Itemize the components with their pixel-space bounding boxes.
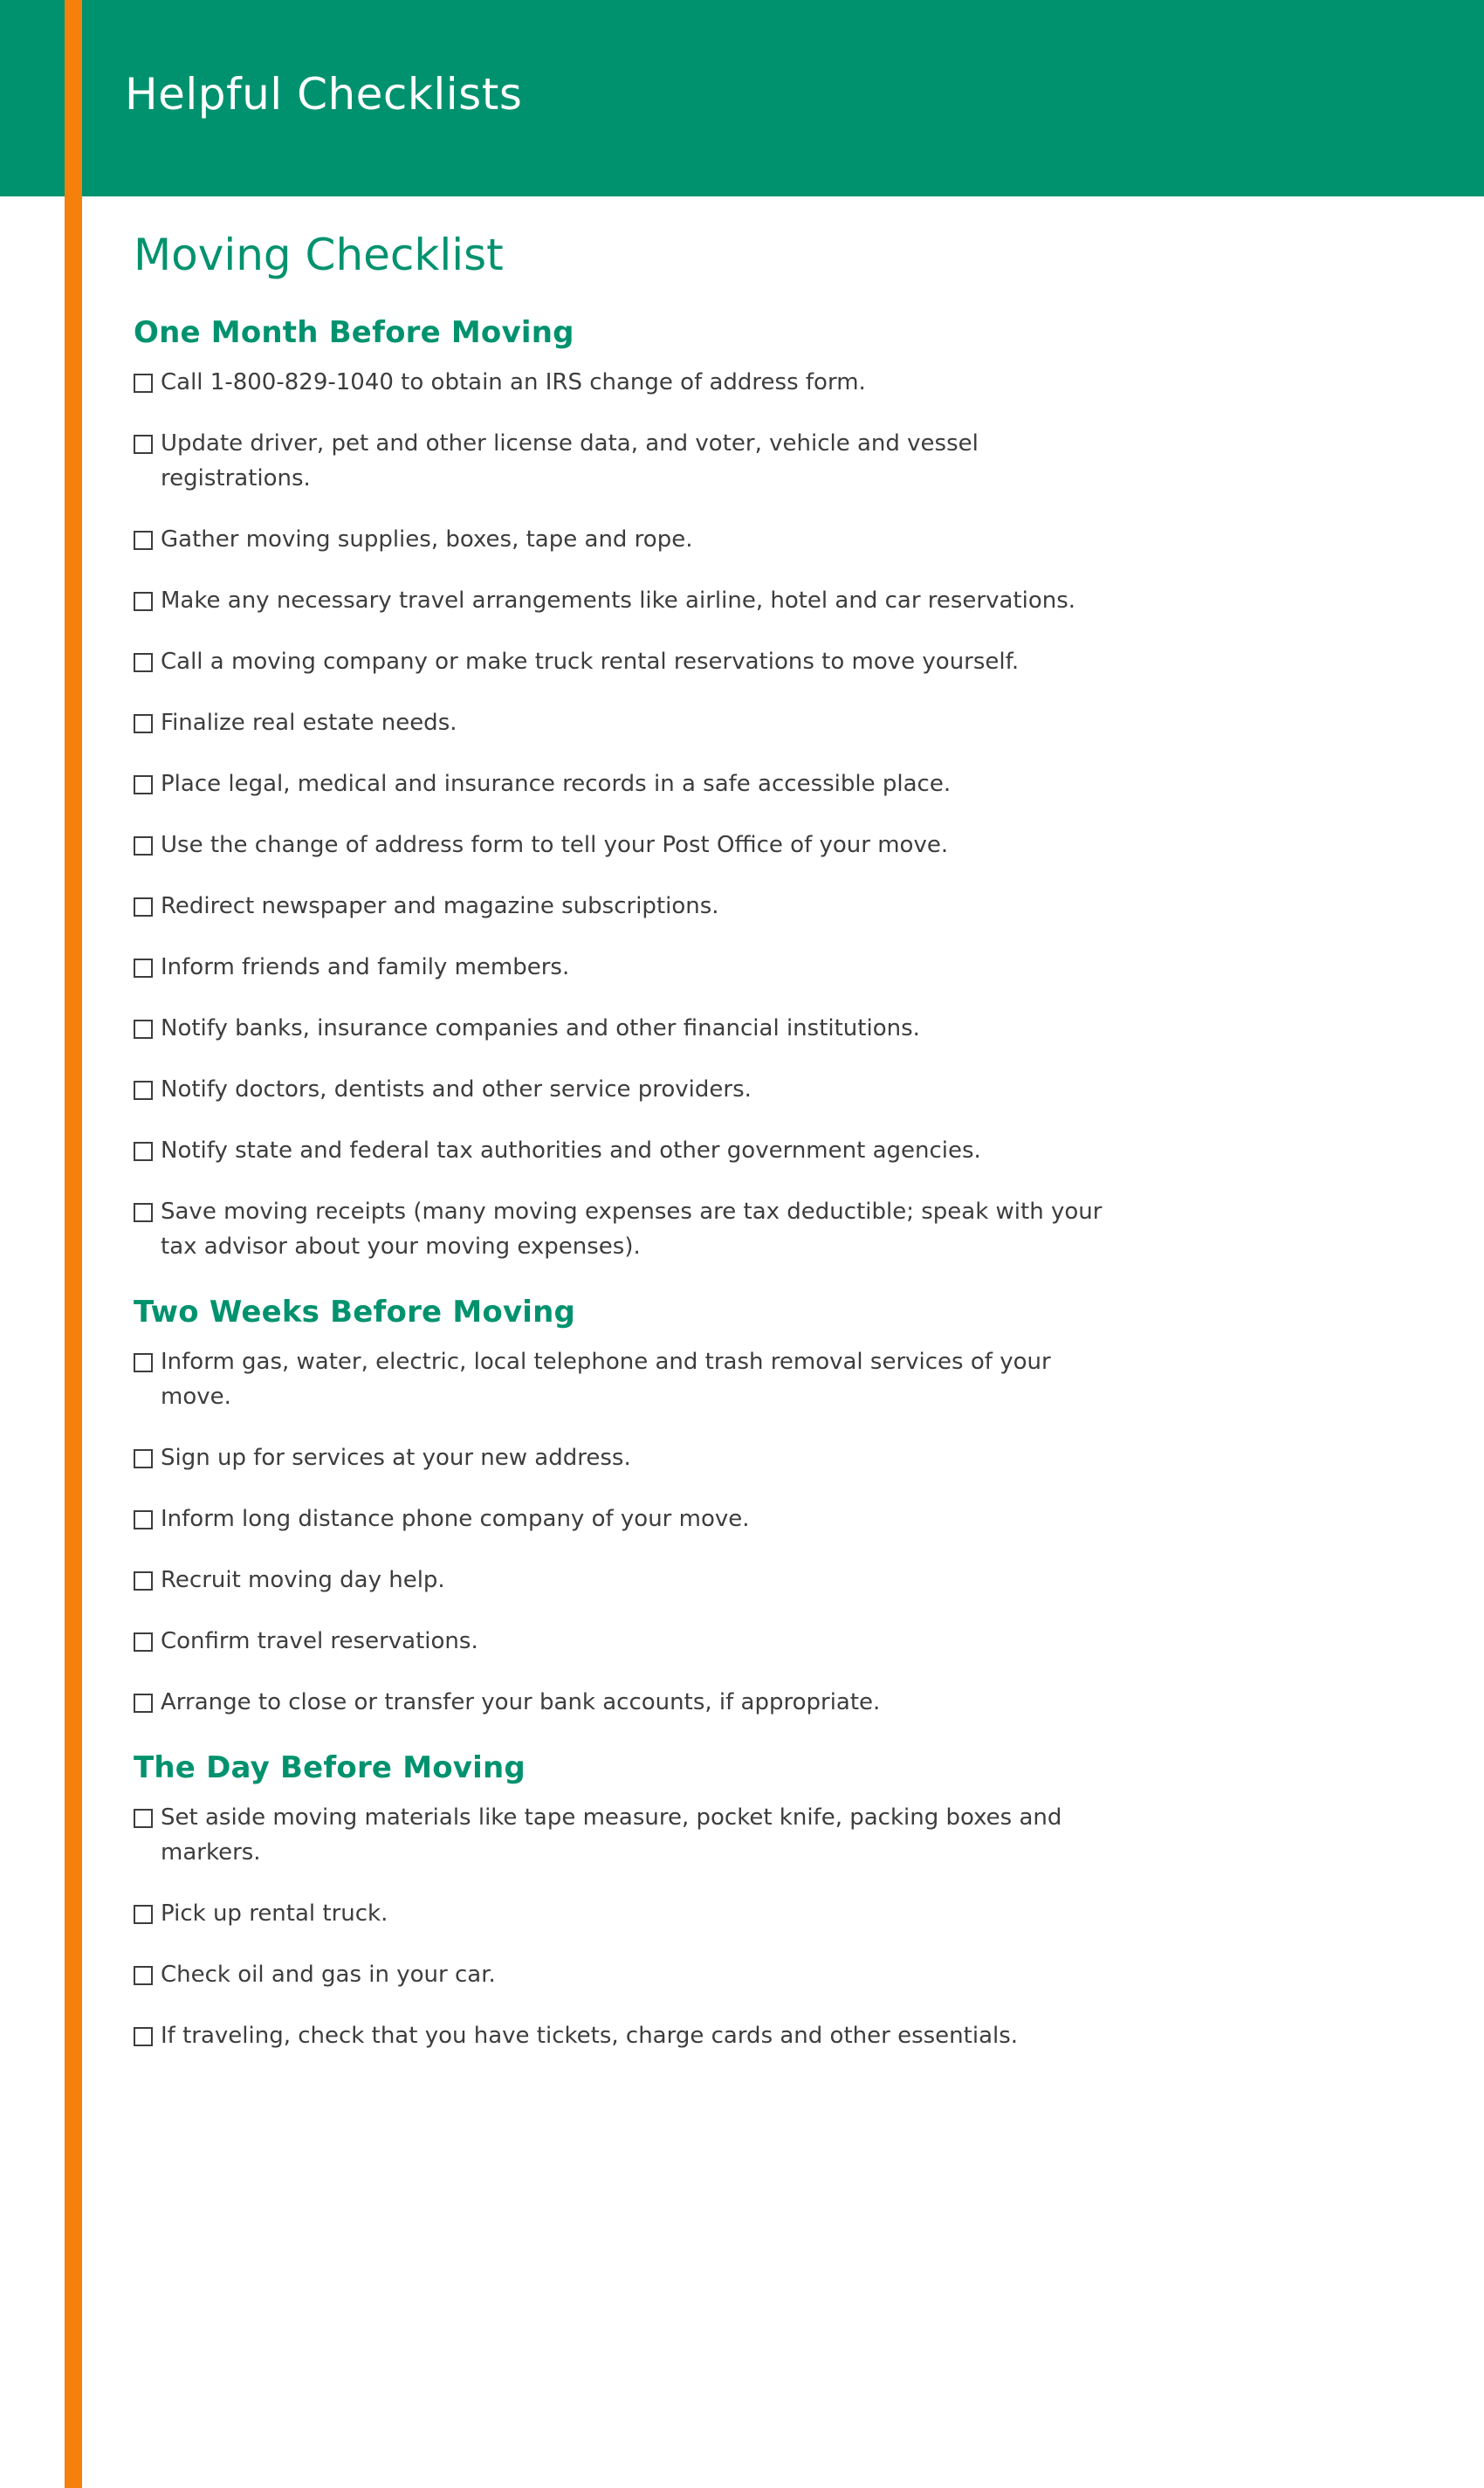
empty-checkbox-icon[interactable] <box>134 1020 153 1039</box>
checklist-item-text: Use the change of address form to tell your Post Office of your move. <box>161 832 949 858</box>
checklist-item <box>134 828 1120 863</box>
checklist-item <box>134 766 1120 801</box>
header-band <box>0 0 1484 196</box>
checklist-item-text: Save moving receipts (many moving expenses are tax deductible; speak with your tax advisor about your moving expenses). <box>161 1199 1103 1260</box>
section-heading: The Day Before Moving <box>134 1750 526 1785</box>
empty-checkbox-icon[interactable] <box>134 592 153 611</box>
checklist-item <box>134 644 1120 679</box>
checklist-item-text: Confirm travel reservations. <box>161 1628 478 1654</box>
empty-checkbox-icon[interactable] <box>134 1571 153 1591</box>
checklist-item <box>134 1896 1120 1931</box>
checklist-item-text: Call a moving company or make truck rental reservations to move yourself. <box>161 649 1020 675</box>
empty-checkbox-icon[interactable] <box>134 1510 153 1529</box>
checklist <box>134 1800 1120 2053</box>
empty-checkbox-icon[interactable] <box>134 836 153 856</box>
checklist-item-text: Pick up rental truck. <box>161 1900 388 1927</box>
checklist-item-text: Recruit moving day help. <box>161 1567 445 1593</box>
empty-checkbox-icon[interactable] <box>134 653 153 672</box>
orange-accent-bar <box>65 0 82 2488</box>
section-one-month-before <box>134 311 1120 1264</box>
checklist-item-text: Gather moving supplies, boxes, tape and rope. <box>161 526 693 553</box>
empty-checkbox-icon[interactable] <box>134 775 153 794</box>
empty-checkbox-icon[interactable] <box>134 959 153 978</box>
checklist-item <box>134 2018 1120 2053</box>
empty-checkbox-icon[interactable] <box>134 1694 153 1713</box>
empty-checkbox-icon[interactable] <box>134 1809 153 1828</box>
empty-checkbox-icon[interactable] <box>134 1081 153 1100</box>
checklist-item-text: Set aside moving materials like tape measure, pocket knife, packing boxes and markers. <box>161 1804 1062 1866</box>
checklist-item-text: If traveling, check that you have tickets, charge cards and other essentials. <box>161 2023 1019 2049</box>
checklist-item-text: Inform gas, water, electric, local telephone and trash removal services of your move. <box>161 1349 1051 1410</box>
checklist-item <box>134 1563 1120 1598</box>
header-title: Helpful Checklists <box>125 69 523 120</box>
empty-checkbox-icon[interactable] <box>134 1449 153 1468</box>
checklist-item <box>134 1011 1120 1046</box>
checklist-item <box>134 426 1120 496</box>
checklist <box>134 1344 1120 1720</box>
checklist-item-text: Place legal, medical and insurance records in a safe accessible place. <box>161 771 952 797</box>
checklist-item-text: Make any necessary travel arrangements like airline, hotel and car reservations. <box>161 588 1076 614</box>
checklist-item-text: Update driver, pet and other license data, and voter, vehicle and vessel registrations. <box>161 430 979 491</box>
checklist-item-text: Notify state and federal tax authorities and other government agencies. <box>161 1137 981 1164</box>
checklist-item <box>134 705 1120 740</box>
checklist-item <box>134 950 1120 985</box>
empty-checkbox-icon[interactable] <box>134 435 153 454</box>
checklist <box>134 365 1120 1264</box>
empty-checkbox-icon[interactable] <box>134 1966 153 1985</box>
checklist-item <box>134 1685 1120 1720</box>
checklist-item-text: Notify banks, insurance companies and other financial institutions. <box>161 1015 920 1041</box>
checklist-item <box>134 1440 1120 1475</box>
checklist-item-text: Notify doctors, dentists and other service providers. <box>161 1076 752 1103</box>
empty-checkbox-icon[interactable] <box>134 1142 153 1161</box>
empty-checkbox-icon[interactable] <box>134 374 153 393</box>
checklist-item <box>134 1344 1120 1414</box>
checklist-item-text: Redirect newspaper and magazine subscriptions. <box>161 893 719 919</box>
empty-checkbox-icon[interactable] <box>134 2027 153 2046</box>
checklist-item-text: Inform friends and family members. <box>161 954 570 980</box>
section-heading: Two Weeks Before Moving <box>134 1295 576 1330</box>
checklist-item-text: Call 1-800-829-1040 to obtain an IRS change of address form. <box>161 369 866 395</box>
checklist-item <box>134 522 1120 557</box>
checklist-item-text: Inform long distance phone company of your move. <box>161 1506 750 1532</box>
checklist-item <box>134 1072 1120 1107</box>
empty-checkbox-icon[interactable] <box>134 1632 153 1652</box>
checklist-content <box>134 225 1120 2079</box>
checklist-item-text: Arrange to close or transfer your bank accounts, if appropriate. <box>161 1689 881 1715</box>
checklist-item <box>134 365 1120 400</box>
checklist-item-text: Sign up for services at your new address. <box>161 1445 631 1471</box>
empty-checkbox-icon[interactable] <box>134 1203 153 1222</box>
section-day-before <box>134 1746 1120 2053</box>
section-two-weeks-before <box>134 1290 1120 1720</box>
checklist-item <box>134 1624 1120 1659</box>
empty-checkbox-icon[interactable] <box>134 1353 153 1372</box>
checklist-item <box>134 583 1120 618</box>
empty-checkbox-icon[interactable] <box>134 897 153 917</box>
checklist-item <box>134 1957 1120 1992</box>
checklist-item <box>134 1133 1120 1168</box>
empty-checkbox-icon[interactable] <box>134 531 153 550</box>
checklist-item <box>134 1800 1120 1870</box>
empty-checkbox-icon[interactable] <box>134 1905 153 1924</box>
checklist-item-text: Finalize real estate needs. <box>161 710 457 736</box>
checklist-item <box>134 889 1120 924</box>
checklist-item <box>134 1502 1120 1536</box>
empty-checkbox-icon[interactable] <box>134 714 153 733</box>
section-heading: One Month Before Moving <box>134 315 574 350</box>
checklist-item <box>134 1194 1120 1264</box>
checklist-item-text: Check oil and gas in your car. <box>161 1962 496 1988</box>
page-title: Moving Checklist <box>134 230 504 280</box>
